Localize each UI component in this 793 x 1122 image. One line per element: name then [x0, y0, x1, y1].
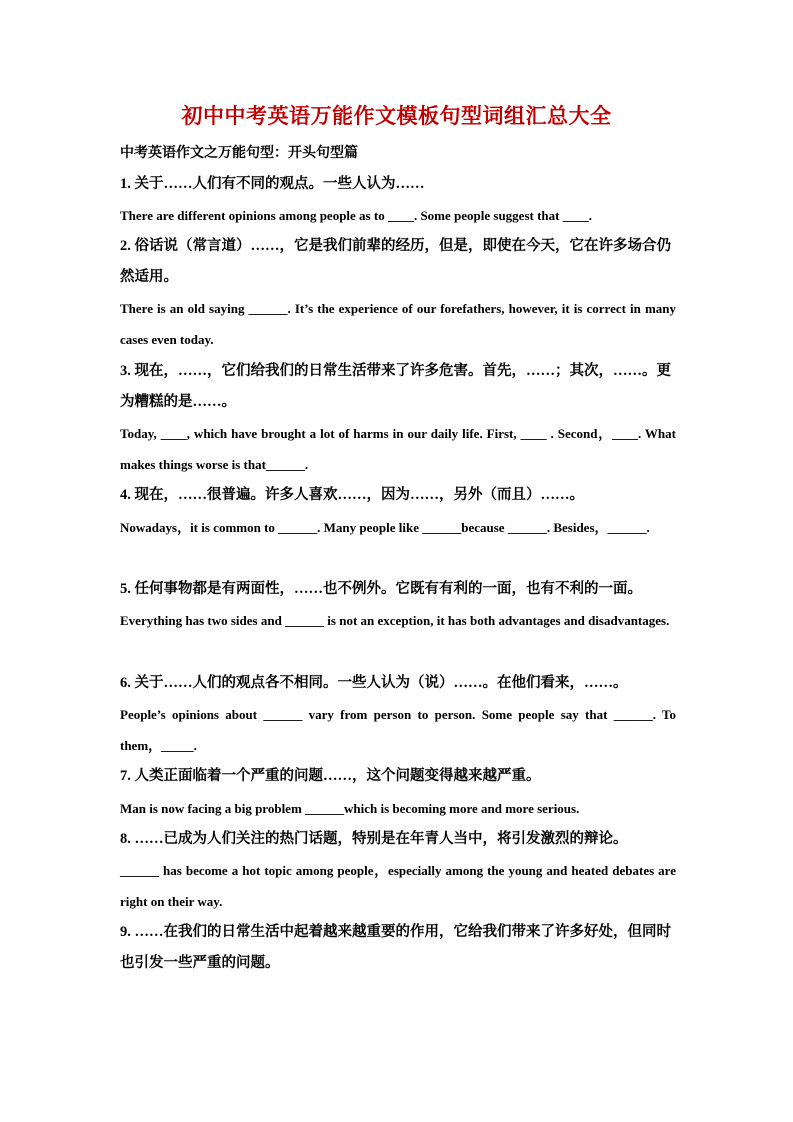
section-heading: 中考英语作文之万能句型：开头句型篇	[120, 146, 358, 161]
item-2-english: There is an old saying ______. It’s the experience of our forefathers, however, it is correct in many cases even today.	[120, 301, 676, 347]
item-7-english: Man is now facing a big problem ______which is becoming more and more serious.	[120, 801, 580, 816]
item-7-chinese: 7. 人类正面临着一个严重的问题……，这个问题变得越来越严重。	[120, 768, 541, 784]
item-5-english: Everything has two sides and ______ is not an exception, it has both advantages and disadvantages.	[120, 613, 670, 628]
item-6-chinese: 6. 关于……人们的观点各不相同。一些人认为（说）……。在他们看来，……。	[120, 675, 628, 691]
item-5-chinese: 5. 任何事物都是有两面性，……也不例外。它既有有利的一面，也有不利的一面。	[120, 581, 642, 597]
item-2-chinese: 2. 俗话说（常言道）……，它是我们前辈的经历，但是，即使在今天，它在许多场合仍然适用。	[120, 238, 671, 285]
item-9-chinese: 9. ……在我们的日常生活中起着越来越重要的作用，它给我们带来了许多好处，但同时也引发一些严重的问题。	[120, 924, 671, 971]
item-3-english: Today, ____, which have brought a lot of harms in our daily life. First, ____ . Second，____. What makes things worse is that______.	[120, 426, 676, 472]
item-6-english: People’s opinions about ______ vary from person to person. Some people say that ______. To them，_____.	[120, 707, 676, 753]
item-4-english: Nowadays，it is common to ______. Many people like ______because ______. Besides，______.	[120, 520, 650, 535]
item-8-chinese: 8. ……已成为人们关注的热门话题，特别是在年青人当中，将引发激烈的辩论。	[120, 831, 628, 847]
item-3-chinese: 3. 现在，……，它们给我们的日常生活带来了许多危害。首先，……；其次，……。更为糟糕的是……。	[120, 363, 671, 410]
item-8-english: ______ has become a hot topic among people，especially among the young and heated debates are right on their way.	[120, 863, 676, 909]
item-1-chinese: 1. 关于……人们有不同的观点。一些人认为……	[120, 176, 425, 192]
document-title: 初中中考英语万能作文模板句型词组汇总大全	[181, 104, 612, 128]
item-1-english: There are different opinions among people as to ____. Some people suggest that ____.	[120, 208, 592, 223]
item-4-chinese: 4. 现在，……很普遍。许多人喜欢……，因为……，另外（而且）……。	[120, 487, 584, 503]
